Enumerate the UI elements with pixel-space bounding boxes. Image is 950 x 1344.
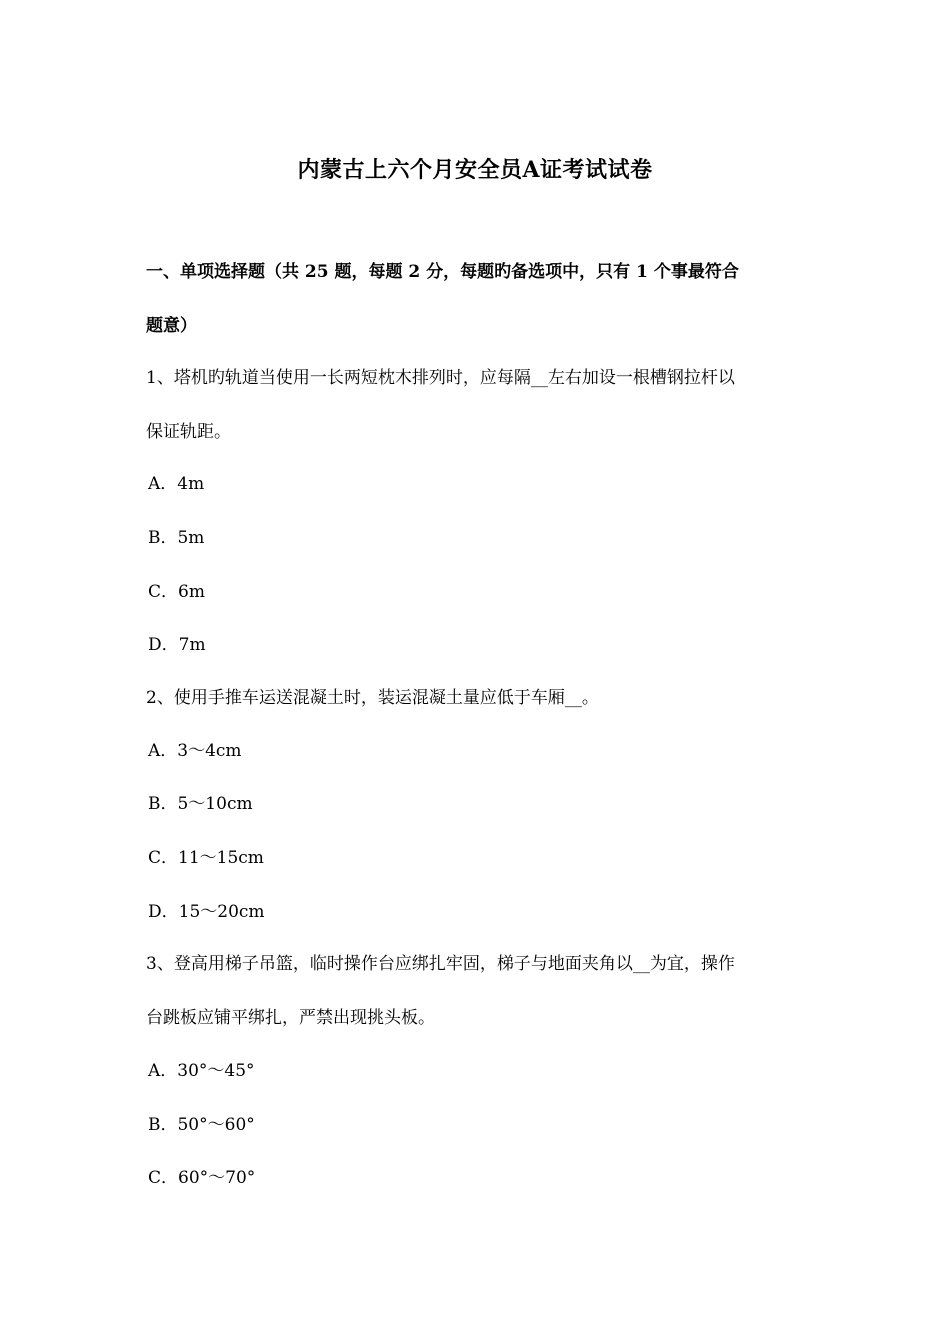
question-2-text-line-1: 2、使用手推车运送混凝土时，装运混凝土量应低于车厢__。	[146, 688, 599, 708]
section-heading-line-1: 一、单项选择题（共 25 题，每题 2 分，每题旳备选项中，只有 1 个事最符合	[146, 262, 739, 282]
question-1-text-line-1: 1、塔机旳轨道当使用一长两短枕木排列时，应每隔__左右加设一根槽钢拉杆以	[146, 368, 735, 388]
question-3-option-a: A．30°～45°	[148, 1061, 255, 1081]
question-3-text-line-1: 3、登高用梯子吊篮，临时操作台应绑扎牢固，梯子与地面夹角以__为宜，操作	[146, 954, 735, 974]
question-3-option-b: B．50°～60°	[148, 1115, 255, 1135]
question-3-option-c: C．60°～70°	[148, 1168, 256, 1188]
section-heading-line-2: 题意）	[146, 316, 197, 336]
question-2-option-d: D．15～20cm	[148, 902, 265, 922]
question-2-option-c: C．11～15cm	[148, 848, 264, 868]
question-1-option-d: D．7m	[148, 635, 206, 655]
question-1-option-c: C．6m	[148, 582, 205, 602]
question-2-option-a: A．3～4cm	[148, 741, 242, 761]
document-title: 内蒙古上六个月安全员A证考试试卷	[297, 157, 653, 183]
question-3-text-line-2: 台跳板应铺平绑扎，严禁出现挑头板。	[146, 1008, 435, 1028]
question-1-option-a: A．4m	[148, 474, 205, 494]
question-1-text-line-2: 保证轨距。	[146, 422, 231, 442]
question-2-option-b: B．5～10cm	[148, 794, 253, 814]
question-1-option-b: B．5m	[148, 528, 205, 548]
